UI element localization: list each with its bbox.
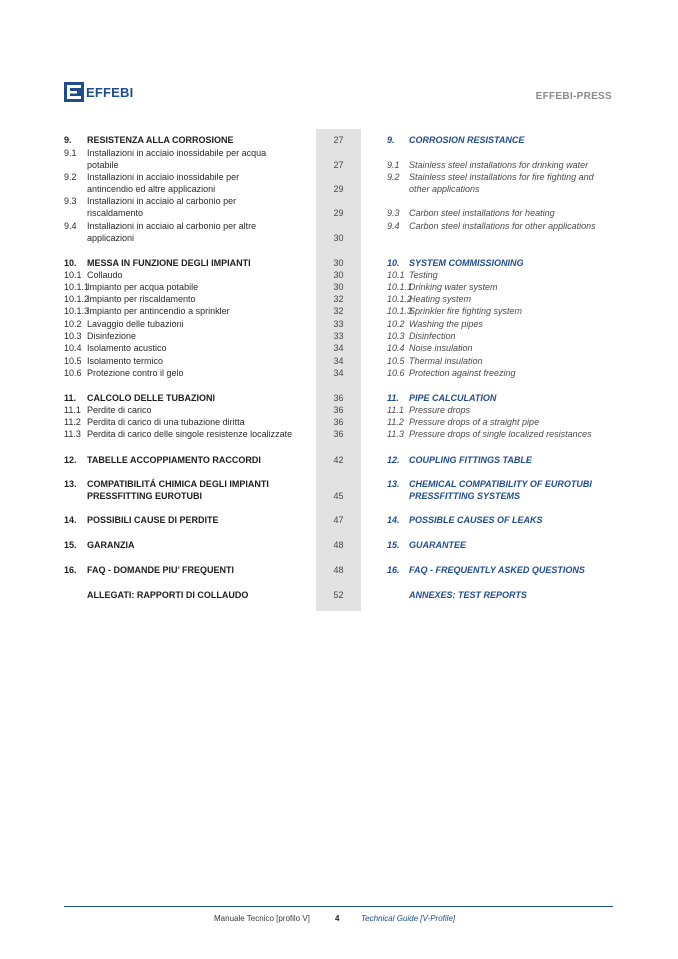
toc-entry-en [387,589,527,601]
entry-title: GUARANTEE [409,540,467,550]
entry-number: 9. [64,135,72,145]
toc-entry-it [64,305,230,317]
entry-title: Perdita di carico delle singole resistenze localizzate [87,429,293,439]
entry-number: 10.5 [64,356,82,366]
entry-number: 12. [64,455,77,465]
entry-number: 9.3 [387,208,400,218]
toc-entry-it [64,195,236,207]
entry-title: COUPLING FITTINGS TABLE [409,455,532,465]
entry-title: Stainless steel installations for drinking water [409,160,589,170]
entry-number: 10.1.3 [64,306,90,316]
page-number: 32 [333,306,344,316]
page-number: 42 [333,455,344,465]
entry-title: riscaldamento [87,208,144,218]
page-number: 30 [333,233,344,243]
toc-entry-en [387,428,592,440]
entry-number: 10.1.3 [387,306,413,316]
toc-entry-it [64,514,219,526]
entry-title: Testing [409,270,438,280]
toc-entry-en [387,171,594,183]
page-number: 27 [333,135,344,145]
entry-title: Installazioni in acciaio al carbonio per altre [87,221,257,231]
entry-number: 15. [64,540,77,550]
entry-number: 9.4 [64,221,77,231]
entry-title: applicazioni [87,233,135,243]
entry-title: FAQ - FREQUENTLY ASKED QUESTIONS [409,565,585,575]
entry-title: COMPATIBILITÁ CHIMICA DEGLI IMPIANTI [87,479,269,489]
entry-number: 10.4 [64,343,82,353]
entry-title: Drinking water system [409,282,498,292]
entry-number: 11.1 [64,405,81,415]
entry-title: CHEMICAL COMPATIBILITY OF EUROTUBI [409,479,592,489]
entry-title: Perdita di carico di una tubazione diritta [87,417,245,427]
entry-title: POSSIBLE CAUSES OF LEAKS [409,515,543,525]
entry-title: SYSTEM COMMISSIONING [409,258,524,268]
page-number: 30 [333,270,344,280]
entry-title: ALLEGATI: RAPPORTI DI COLLAUDO [87,590,249,600]
entry-title: Disinfection [409,331,456,341]
entry-number: 10. [387,258,400,268]
toc-entry-en [387,134,524,146]
entry-title: antincendio ed altre applicazioni [87,184,216,194]
page-number: 36 [333,405,344,415]
entry-number: 14. [64,515,77,525]
entry-number: 10.1 [387,270,405,280]
entry-title: Pressure drops of a straight pipe [409,417,540,427]
toc-entry-en [387,159,588,171]
toc-entry-en [387,454,532,466]
toc-entry-it [64,589,248,601]
toc-entry-it [64,454,261,466]
toc-entry-it [64,564,234,576]
footer-rule [64,906,613,907]
entry-title: ANNEXES: TEST REPORTS [409,590,527,600]
entry-title: Carbon steel installations for other applications [409,221,596,231]
entry-number: 9.1 [387,160,400,170]
toc-entry-it [64,355,163,367]
entry-title: Isolamento termico [87,356,164,366]
toc-entry-en [387,416,539,428]
toc-entry-it [64,269,123,281]
toc-entry-en [387,330,456,342]
entry-number: 10.6 [64,368,82,378]
page-number: 34 [333,343,344,353]
entry-number: 10.2 [64,319,82,329]
entry-title: TABELLE ACCOPPIAMENTO RACCORDI [87,455,261,465]
entry-number: 11.1 [387,405,404,415]
logo-text: EFFEBI [86,84,134,100]
page-number: 30 [333,282,344,292]
entry-title: CORROSION RESISTANCE [409,135,525,145]
entry-title: Noise insulation [409,343,473,353]
toc-entry-en [387,564,585,576]
toc-entry-en [387,269,438,281]
toc-entry-en [387,539,466,551]
entry-title: other applications [409,184,480,194]
entry-title: GARANZIA [87,540,135,550]
effebi-logo [64,82,133,102]
entry-title: PRESSFITTING EUROTUBI [87,491,203,501]
page-number: 34 [333,356,344,366]
entry-number: 11.3 [387,429,404,439]
entry-number: 16. [64,565,77,575]
entry-number: 9.3 [64,196,77,206]
entry-title: Disinfezione [87,331,137,341]
entry-number: 14. [387,515,400,525]
entry-number: 9.2 [387,172,400,182]
toc-entry-it [64,367,184,379]
entry-title: Thermal insulation [409,356,483,366]
entry-number: 10.5 [387,356,405,366]
entry-number: 10.6 [387,368,405,378]
entry-title: Impianto per antincendio a sprinkler [87,306,230,316]
entry-title: Impianto per riscaldamento [87,294,196,304]
entry-title: MESSA IN FUNZIONE DEGLI IMPIANTI [87,258,251,268]
toc-entry-it [64,342,167,354]
page-number: 32 [333,294,344,304]
toc-entry-it [64,134,234,146]
page-number: 34 [333,368,344,378]
toc-entry-it [64,171,239,183]
footer-page-number: 4 [335,914,340,923]
toc-entry-en [387,318,483,330]
entry-number: 16. [387,565,400,575]
toc-entry-it [64,330,136,342]
toc-entry-en [387,490,520,502]
entry-number: 9. [387,135,395,145]
toc-entry-en [387,281,498,293]
entry-title: FAQ - DOMANDE PIU’ FREQUENTI [87,565,235,575]
entry-number: 11. [64,393,77,403]
footer-title-en: Technical Guide [V-Profile] [361,914,456,923]
entry-title: Pressure drops of single localized resistances [409,429,592,439]
entry-number: 13. [64,479,77,489]
toc-entry-en [387,293,471,305]
entry-number: 11.2 [64,417,81,427]
entry-number: 10.1.1 [387,282,413,292]
entry-title: Impianto per acqua potabile [87,282,199,292]
toc-entry-en [387,514,543,526]
footer-title-it: Manuale Tecnico [profilo V] [214,914,310,923]
page-number: 36 [333,417,344,427]
toc-entry-en [387,404,470,416]
page-number: 33 [333,319,344,329]
entry-title: Installazioni in acciaio al carbonio per [87,196,237,206]
toc-entry-it [64,293,196,305]
entry-number: 10.1 [64,270,82,280]
entry-number: 10.2 [387,319,405,329]
entry-title: Protezione contro il gelo [87,368,184,378]
entry-title: Pressure drops [409,405,471,415]
entry-number: 12. [387,455,400,465]
entry-title: Collaudo [87,270,123,280]
entry-title: Heating system [409,294,472,304]
entry-number: 11. [387,393,399,403]
toc-entry-en [387,220,596,232]
entry-number: 9.1 [64,148,77,158]
toc-entry-en [387,183,480,195]
toc-entry-it [64,392,215,404]
page-number: 29 [333,184,344,194]
page-number: 27 [333,160,344,170]
page-number: 36 [333,393,344,403]
entry-title: potabile [87,160,119,170]
page-number: 33 [333,331,344,341]
entry-number: 10. [64,258,77,268]
page-number: 48 [333,565,344,575]
toc-entry-it [64,404,152,416]
entry-number: 10.1.1 [64,282,90,292]
entry-number: 13. [387,479,400,489]
entry-title: Washing the pipes [409,319,483,329]
entry-title: Stainless steel installations for fire fighting and [409,172,594,182]
toc-entry-it [64,159,119,171]
toc-entry-it [64,416,245,428]
entry-title: CALCOLO DELLE TUBAZIONI [87,393,215,403]
toc-entry-it [64,281,198,293]
entry-number: 9.2 [64,172,77,182]
toc-entry-it [64,207,143,219]
entry-number: 11.3 [64,429,81,439]
toc-entry-en [387,478,592,490]
toc-entry-it [64,257,251,269]
toc-entry-it [64,183,215,195]
entry-title: POSSIBILI CAUSE DI PERDITE [87,515,219,525]
entry-title: Installazioni in acciaio inossidabile per acqua [87,148,267,158]
entry-number: 9.4 [387,221,400,231]
entry-title: Isolamento acustico [87,343,167,353]
toc-entry-en [387,367,516,379]
entry-title: Carbon steel installations for heating [409,208,555,218]
entry-number: 10.4 [387,343,405,353]
effebi-logo-icon [64,82,84,102]
page-number: 36 [333,429,344,439]
toc-entry-it [64,232,134,244]
toc-entry-it [64,428,292,440]
toc-entry-en [387,342,473,354]
page-number: 29 [333,208,344,218]
entry-title: Perdite di carico [87,405,152,415]
toc-entry-it [64,318,184,330]
page-number: 52 [333,590,344,600]
page-number: 45 [333,491,344,501]
entry-title: PRESSFITTING SYSTEMS [409,491,521,501]
entry-number: 11.2 [387,417,404,427]
entry-title: PIPE CALCULATION [409,393,497,403]
toc-entry-en [387,207,555,219]
toc-entry-en [387,305,522,317]
brand-name: EFFEBI-PRESS [535,91,612,102]
entry-title: Lavaggio delle tubazioni [87,319,184,329]
page-number: 47 [333,515,344,525]
toc-entry-en [387,355,483,367]
toc-entry-it [64,478,269,490]
entry-title: Installazioni in acciaio inossidabile per [87,172,240,182]
page-number: 48 [333,540,344,550]
toc-entry-it [64,490,202,502]
toc-entry-en [387,257,524,269]
toc-entry-en [387,392,496,404]
toc-entry-it [64,220,256,232]
entry-title: Sprinkler fire fighting system [409,306,523,316]
entry-number: 10.1.2 [387,294,413,304]
entry-title: RESISTENZA ALLA CORROSIONE [87,135,234,145]
page-number: 30 [333,258,344,268]
toc-entry-it [64,147,266,159]
entry-number: 15. [387,540,400,550]
entry-title: Protection against freezing [409,368,516,378]
entry-number: 10.1.2 [64,294,90,304]
toc-entry-it [64,539,135,551]
entry-number: 10.3 [64,331,82,341]
entry-number: 10.3 [387,331,405,341]
